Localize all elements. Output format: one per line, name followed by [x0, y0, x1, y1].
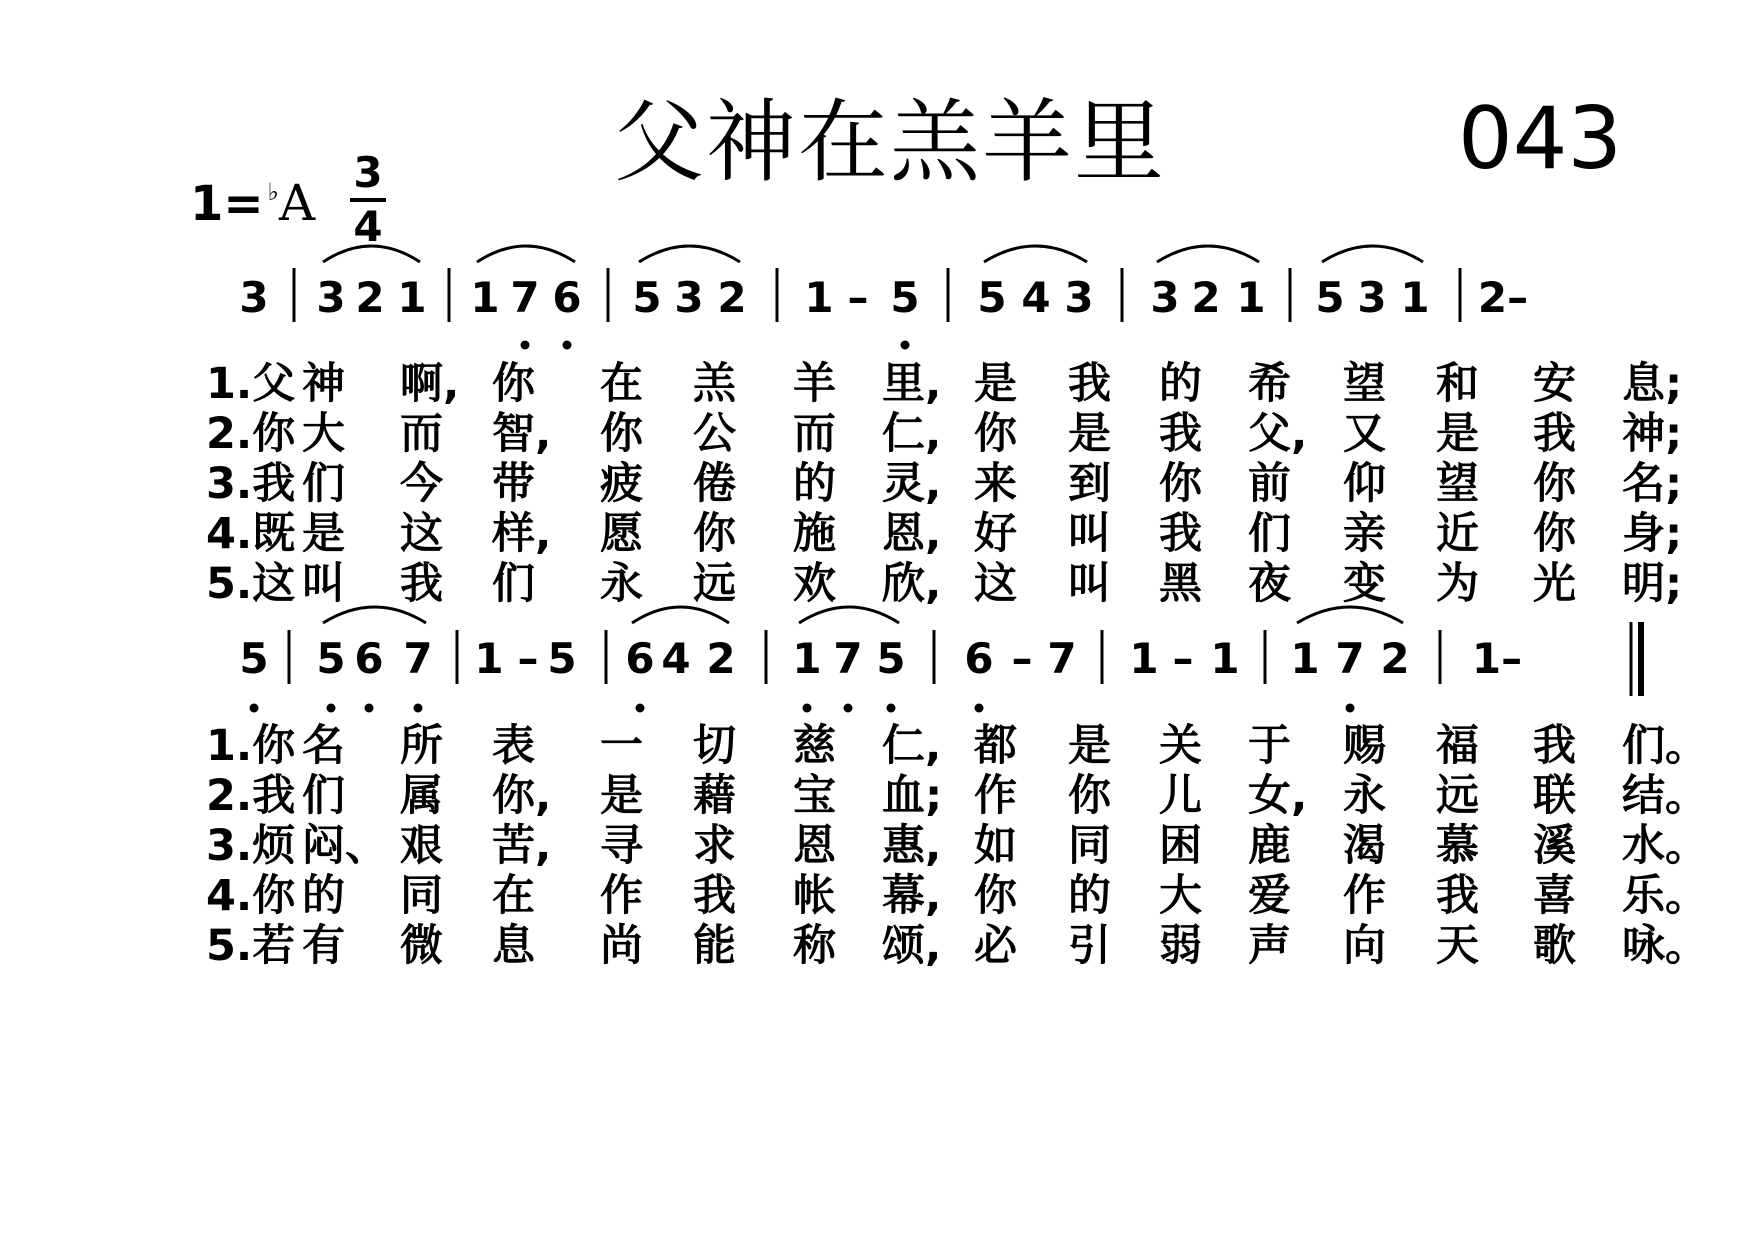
lyric-syllable: 作 — [600, 871, 643, 921]
note-dash: – — [1011, 634, 1033, 683]
lyric-syllable: 称 — [793, 921, 836, 971]
lyric-syllable: 你, — [492, 771, 552, 821]
note: 1 — [1400, 273, 1430, 322]
lyric-syllable: 1.父 — [206, 359, 296, 409]
lyric-syllable: 是 — [1068, 409, 1111, 459]
lyric-syllable: 今 — [400, 459, 443, 509]
lyric-syllable: 颂, — [882, 921, 942, 971]
lyric-syllable: 求 — [693, 821, 736, 871]
note: 2 — [717, 273, 747, 322]
lower-octave-dot — [414, 704, 423, 713]
lower-octave-dot — [887, 704, 896, 713]
lyric-syllable: 儿 — [1159, 771, 1202, 821]
note: 3 — [1357, 273, 1387, 322]
lyric-syllable: 息; — [1622, 359, 1683, 409]
lyric-syllable: 到 — [1068, 459, 1111, 509]
lyric-syllable: 宝 — [793, 771, 836, 821]
note: 2 — [1191, 273, 1221, 322]
lyric-syllable: 变 — [1343, 559, 1386, 609]
note: 6 — [625, 634, 655, 683]
lyric-syllable: 喜 — [1533, 871, 1576, 921]
system-2-slurs — [323, 607, 1403, 623]
note: 2 — [706, 634, 736, 683]
lyric-syllable: 仁, — [882, 409, 942, 459]
lyric-syllable: 都 — [974, 721, 1017, 771]
lyric-syllable: 们 — [302, 771, 345, 821]
lyric-syllable: 你 — [974, 871, 1017, 921]
lower-octave-dot — [250, 704, 259, 713]
lyric-syllable: 样, — [492, 509, 552, 559]
lyric-syllable: 又 — [1343, 409, 1386, 459]
lyric-syllable: 这 — [400, 509, 443, 559]
lyric-syllable: 这 — [974, 559, 1017, 609]
lower-octave-dot — [521, 341, 530, 350]
lyric-syllable: 引 — [1068, 921, 1111, 971]
lyric-syllable: 3.我 — [206, 459, 296, 509]
lyric-syllable: 艰 — [400, 821, 443, 871]
lyric-syllable: 你 — [492, 359, 535, 409]
note: 5 — [239, 634, 269, 683]
lyric-syllable: 有 — [302, 921, 345, 971]
lyric-syllable: 所 — [400, 721, 443, 771]
lyric-syllable: 光 — [1533, 559, 1576, 609]
lyric-syllable: 我 — [1159, 409, 1202, 459]
flat-icon: ♭ — [267, 178, 279, 206]
note: 1 — [474, 634, 504, 683]
lyric-syllable: 你 — [1533, 509, 1576, 559]
note: 1 — [470, 273, 500, 322]
slur — [323, 607, 426, 623]
note: 7 — [403, 634, 433, 683]
system-1-notation — [239, 268, 1528, 350]
lyric-syllable: 5.这 — [206, 559, 296, 609]
lyric-syllable: 而 — [400, 409, 443, 459]
lyric-syllable: 大 — [1159, 871, 1202, 921]
lyric-syllable: 为 — [1436, 559, 1479, 609]
lyric-syllable: 同 — [1068, 821, 1111, 871]
lyric-syllable: 鹿 — [1248, 821, 1291, 871]
note: 6 — [354, 634, 384, 683]
hymn-title: 父神在羔羊里 — [614, 90, 1166, 195]
lyric-syllable: 是 — [1068, 721, 1111, 771]
note: 6 — [964, 634, 994, 683]
lyric-syllable: 一 — [600, 721, 643, 771]
lyric-syllable: 血; — [882, 771, 943, 821]
lower-octave-dot — [844, 704, 853, 713]
note: 5 — [1315, 273, 1345, 322]
note: 1 — [1210, 634, 1240, 683]
lyric-syllable: 啊, — [400, 359, 460, 409]
lyric-syllable: 永 — [1343, 771, 1386, 821]
lower-octave-dot — [803, 704, 812, 713]
note: 5 — [977, 273, 1007, 322]
lyric-syllable: 我 — [693, 871, 736, 921]
lyric-syllable: 们 — [492, 559, 535, 609]
lyric-syllable: 安 — [1533, 359, 1576, 409]
lyric-syllable: 寻 — [600, 821, 643, 871]
note: 4 — [1021, 273, 1051, 322]
lyric-syllable: 羊 — [793, 359, 836, 409]
lyric-syllable: 施 — [793, 509, 836, 559]
lyric-syllable: 叫 — [302, 559, 345, 609]
note: 2 — [1380, 634, 1410, 683]
lyric-syllable: 女, — [1248, 771, 1308, 821]
lyric-syllable: 希 — [1248, 359, 1291, 409]
lyric-syllable: 们 — [1248, 509, 1291, 559]
lyric-syllable: 5.若 — [206, 921, 296, 971]
lyric-syllable: 如 — [974, 821, 1017, 871]
slur — [477, 246, 575, 262]
slur — [323, 246, 420, 262]
slur — [984, 246, 1087, 262]
slur — [1297, 607, 1403, 623]
note: 3 — [316, 273, 346, 322]
note-dash: 2– — [1477, 273, 1529, 322]
lyric-syllable: 你 — [1533, 459, 1576, 509]
lyric-syllable: 亲 — [1343, 509, 1386, 559]
lyric-syllable: 而 — [793, 409, 836, 459]
lyric-syllable: 尚 — [600, 921, 643, 971]
lyric-syllable: 你 — [600, 409, 643, 459]
system-2-notation — [239, 622, 1641, 713]
note: 1 — [1290, 634, 1320, 683]
lyric-syllable: 慕 — [1436, 821, 1479, 871]
lyric-syllable: 身; — [1622, 509, 1683, 559]
slur — [632, 607, 729, 623]
time-sig-numerator: 3 — [353, 148, 383, 197]
hymn-number: 043 — [1458, 89, 1623, 189]
lyric-syllable: 帐 — [793, 871, 836, 921]
note: 2 — [355, 273, 385, 322]
note: 5 — [547, 634, 577, 683]
lyric-syllable: 我 — [1533, 721, 1576, 771]
system-2-lyrics — [206, 721, 1708, 971]
lyric-syllable: 藉 — [693, 771, 736, 821]
lyric-syllable: 恩, — [882, 509, 942, 559]
slur — [639, 246, 740, 262]
lower-octave-dot — [636, 704, 645, 713]
lyric-syllable: 仰 — [1343, 459, 1386, 509]
lyric-syllable: 的 — [302, 871, 345, 921]
note-dash: 1– — [1471, 634, 1523, 683]
lower-octave-dot — [563, 341, 572, 350]
lyric-syllable: 灵, — [882, 459, 942, 509]
lyric-syllable: 神; — [1622, 409, 1683, 459]
note: 5 — [876, 634, 906, 683]
lyric-syllable: 在 — [600, 359, 643, 409]
lyric-syllable: 向 — [1343, 921, 1386, 971]
lyric-syllable: 和 — [1436, 359, 1479, 409]
note: 5 — [890, 273, 920, 322]
lyric-syllable: 4.你 — [206, 871, 296, 921]
note: 1 — [397, 273, 427, 322]
lyric-syllable: 渴 — [1343, 821, 1386, 871]
lyric-syllable: 仁, — [882, 721, 942, 771]
lyric-syllable: 歌 — [1533, 921, 1576, 971]
lyric-syllable: 水。 — [1622, 821, 1708, 871]
lyric-syllable: 你 — [693, 509, 736, 559]
note-dash: – — [847, 273, 869, 322]
lyric-syllable: 困 — [1159, 821, 1202, 871]
lower-octave-dot — [1346, 704, 1355, 713]
lyric-syllable: 羔 — [693, 359, 736, 409]
lyric-syllable: 能 — [693, 921, 736, 971]
system-1-lyrics — [206, 359, 1682, 609]
lyric-syllable: 好 — [974, 509, 1017, 559]
lyric-syllable: 来 — [974, 459, 1017, 509]
lyric-syllable: 惠, — [882, 821, 942, 871]
note: 3 — [1064, 273, 1094, 322]
key-prefix: 1= — [190, 176, 264, 232]
lower-octave-dot — [327, 704, 336, 713]
lyric-syllable: 声 — [1248, 921, 1291, 971]
lyric-syllable: 2.我 — [206, 771, 296, 821]
lyric-syllable: 名; — [1622, 459, 1683, 509]
lyric-syllable: 赐 — [1343, 721, 1386, 771]
lyric-syllable: 溪 — [1533, 821, 1576, 871]
lyric-syllable: 智, — [492, 409, 552, 459]
lyric-syllable: 近 — [1436, 509, 1479, 559]
note: 7 — [833, 634, 863, 683]
lyric-syllable: 于 — [1248, 721, 1291, 771]
lyric-syllable: 叫 — [1068, 559, 1111, 609]
lyric-syllable: 公 — [693, 409, 736, 459]
lyric-syllable: 永 — [600, 559, 643, 609]
lyric-syllable: 爱 — [1248, 871, 1291, 921]
key-note: A — [278, 174, 316, 232]
lyric-syllable: 的 — [1068, 871, 1111, 921]
lyric-syllable: 带 — [492, 459, 535, 509]
lyric-syllable: 大 — [302, 409, 345, 459]
lyric-syllable: 同 — [400, 871, 443, 921]
lyric-syllable: 幕, — [882, 871, 942, 921]
note: 1 — [1129, 634, 1159, 683]
lyric-syllable: 必 — [974, 921, 1017, 971]
lyric-syllable: 远 — [1436, 771, 1479, 821]
note: 7 — [1047, 634, 1077, 683]
lyric-syllable: 们 — [302, 459, 345, 509]
lyric-syllable: 我 — [400, 559, 443, 609]
note: 1 — [792, 634, 822, 683]
lower-octave-dot — [901, 341, 910, 350]
lyric-syllable: 欣, — [882, 559, 942, 609]
lyric-syllable: 里, — [882, 359, 942, 409]
lyric-syllable: 切 — [693, 721, 736, 771]
lyric-syllable: 倦 — [693, 459, 736, 509]
lyric-syllable: 乐。 — [1622, 871, 1708, 921]
lyric-syllable: 联 — [1533, 771, 1576, 821]
lyric-syllable: 夜 — [1248, 559, 1291, 609]
lyric-syllable: 远 — [693, 559, 736, 609]
lyric-syllable: 是 — [1436, 409, 1479, 459]
lyric-syllable: 属 — [400, 771, 443, 821]
note: 3 — [674, 273, 704, 322]
lyric-syllable: 我 — [1159, 509, 1202, 559]
lyric-syllable: 恩 — [793, 821, 836, 871]
lyric-syllable: 是 — [974, 359, 1017, 409]
lyric-syllable: 的 — [793, 459, 836, 509]
lyric-syllable: 我 — [1068, 359, 1111, 409]
lyric-syllable: 苦, — [492, 821, 552, 871]
lyric-syllable: 是 — [302, 509, 345, 559]
system-1-slurs — [323, 246, 1423, 262]
note: 3 — [239, 273, 269, 322]
note: 3 — [1150, 273, 1180, 322]
lyric-syllable: 叫 — [1068, 509, 1111, 559]
note: 4 — [661, 634, 691, 683]
lyric-syllable: 你 — [1068, 771, 1111, 821]
lyric-syllable: 黑 — [1159, 559, 1202, 609]
lyric-syllable: 疲 — [600, 459, 643, 509]
lyric-syllable: 微 — [400, 921, 443, 971]
lyric-syllable: 神 — [302, 359, 345, 409]
lower-octave-dot — [365, 704, 374, 713]
note: 7 — [510, 273, 540, 322]
slur — [1322, 246, 1423, 262]
lower-octave-dot — [975, 704, 984, 713]
lyric-syllable: 结。 — [1622, 771, 1708, 821]
lyric-syllable: 你 — [974, 409, 1017, 459]
note: 5 — [316, 634, 346, 683]
lyric-syllable: 作 — [974, 771, 1017, 821]
lyric-syllable: 欢 — [793, 559, 836, 609]
note-dash: – — [1172, 634, 1194, 683]
lyric-syllable: 明; — [1622, 559, 1683, 609]
note: 1 — [1236, 273, 1266, 322]
note: 6 — [552, 273, 582, 322]
lyric-syllable: 弱 — [1159, 921, 1202, 971]
lyric-syllable: 父, — [1248, 409, 1308, 459]
lyric-syllable: 我 — [1533, 409, 1576, 459]
lyric-syllable: 在 — [492, 871, 535, 921]
lyric-syllable: 2.你 — [206, 409, 296, 459]
lyric-syllable: 慈 — [793, 721, 836, 771]
lyric-syllable: 闷、 — [302, 821, 388, 871]
slur — [799, 607, 899, 623]
lyric-syllable: 3.烦 — [206, 821, 296, 871]
note: 5 — [632, 273, 662, 322]
lyric-syllable: 4.既 — [206, 509, 296, 559]
lyric-syllable: 是 — [600, 771, 643, 821]
lyric-syllable: 作 — [1343, 871, 1386, 921]
lyric-syllable: 福 — [1436, 721, 1479, 771]
slur — [1157, 246, 1259, 262]
lyric-syllable: 表 — [492, 721, 535, 771]
lyric-syllable: 的 — [1159, 359, 1202, 409]
note: 7 — [1335, 634, 1365, 683]
note-dash: – — [517, 634, 539, 683]
lyric-syllable: 前 — [1248, 459, 1291, 509]
lyric-syllable: 天 — [1436, 921, 1479, 971]
lyric-syllable: 关 — [1159, 721, 1202, 771]
lyric-syllable: 们。 — [1622, 721, 1708, 771]
time-sig-denominator: 4 — [353, 202, 383, 251]
lyric-syllable: 愿 — [600, 509, 643, 559]
lyric-syllable: 咏。 — [1622, 921, 1708, 971]
lyric-syllable: 息 — [492, 921, 535, 971]
lyric-syllable: 1.你 — [206, 721, 296, 771]
lyric-syllable: 望 — [1436, 459, 1479, 509]
lyric-syllable: 我 — [1436, 871, 1479, 921]
lyric-syllable: 名 — [302, 721, 345, 771]
note: 1 — [804, 273, 834, 322]
lyric-syllable: 望 — [1343, 359, 1386, 409]
lyric-syllable: 你 — [1159, 459, 1202, 509]
